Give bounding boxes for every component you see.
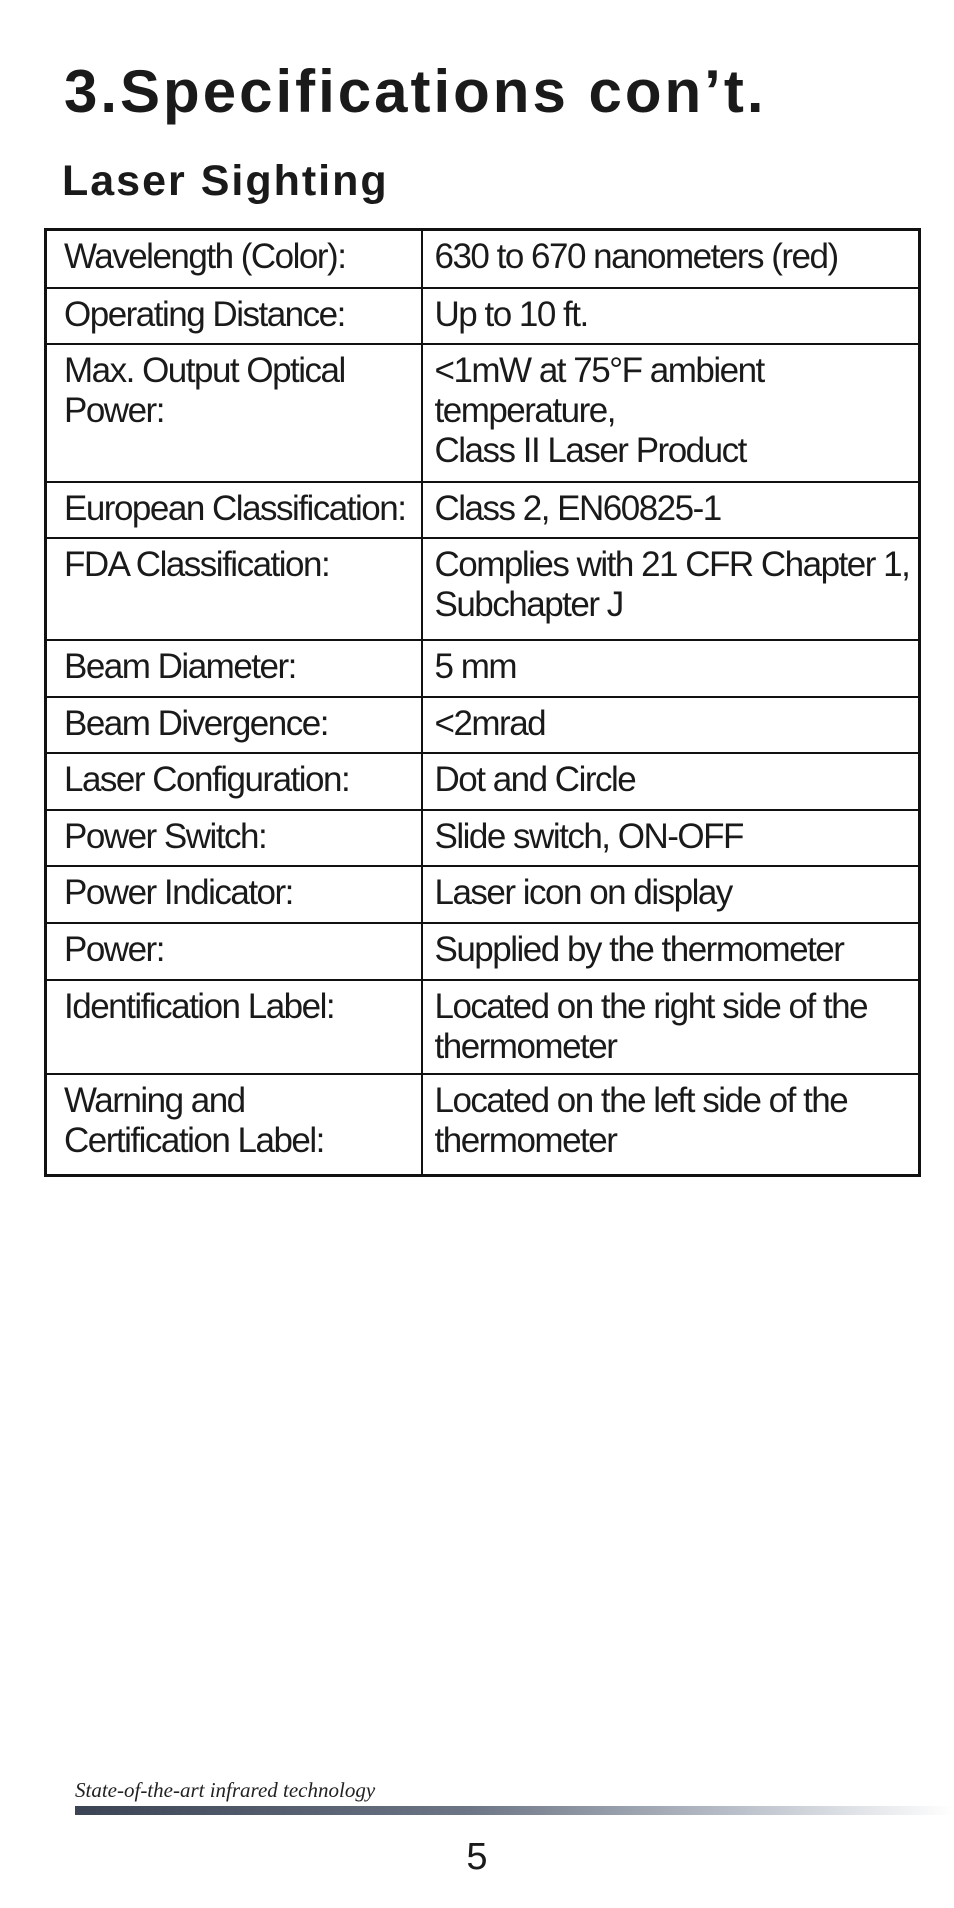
page-number: 5	[466, 1836, 488, 1878]
table-row	[46, 538, 920, 640]
spec-label: Beam Diameter:	[46, 640, 422, 697]
spec-label: Laser Configuration:	[46, 753, 422, 810]
spec-value: Laser icon on display	[422, 866, 920, 923]
page-title: 3.Specifications con’t.	[64, 58, 767, 125]
spec-value: Up to 10 ft.	[422, 288, 920, 344]
table-row	[46, 288, 920, 344]
spec-label: Identification Label:	[46, 980, 422, 1074]
spec-value: Slide switch, ON-OFF	[422, 810, 920, 866]
spec-label: Power Indicator:	[46, 866, 422, 923]
spec-value-line: <1mW at 75°F ambient temperature,	[434, 350, 764, 430]
spec-value	[422, 538, 920, 640]
section-title: Laser Sighting	[62, 157, 389, 205]
spec-label: Operating Distance:	[46, 288, 422, 344]
table-row	[46, 230, 920, 288]
table-row	[46, 753, 920, 810]
spec-value: <2mrad	[422, 697, 920, 753]
spec-value: Class 2, EN60825-1	[422, 482, 920, 538]
spec-label: Wavelength (Color):	[46, 230, 422, 288]
spec-value: 5 mm	[422, 640, 920, 697]
spec-value: Dot and Circle	[422, 753, 920, 810]
specifications-table	[44, 228, 921, 1177]
spec-label: European Classification:	[46, 482, 422, 538]
spec-value-line: Class II Laser Product	[434, 430, 746, 470]
table-row	[46, 697, 920, 753]
spec-label: Power Switch:	[46, 810, 422, 866]
table-row	[46, 866, 920, 923]
footer-divider	[75, 1806, 954, 1815]
spec-value: Supplied by the thermometer	[422, 923, 920, 980]
spec-value: Located on the left side of the thermometer	[422, 1074, 920, 1176]
spec-value-line: Subchapter J	[434, 584, 623, 624]
table-row	[46, 482, 920, 538]
table-row	[46, 640, 920, 697]
table-row	[46, 810, 920, 866]
table-row	[46, 1074, 920, 1176]
table-row	[46, 980, 920, 1074]
spec-label: Warning and Certification Label:	[46, 1074, 422, 1176]
spec-value-line: Complies with 21 CFR Chapter 1,	[434, 544, 910, 584]
spec-value: Located on the right side of the thermometer	[422, 980, 920, 1074]
spec-value: 630 to 670 nanometers (red)	[422, 230, 920, 288]
spec-value	[422, 344, 920, 482]
spec-label: Max. Output Optical Power:	[46, 344, 422, 482]
spec-label: Beam Divergence:	[46, 697, 422, 753]
spec-label: FDA Classification:	[46, 538, 422, 640]
table-row	[46, 344, 920, 482]
footer-tagline: State-of-the-art infrared technology	[75, 1778, 376, 1802]
spec-label: Power:	[46, 923, 422, 980]
table-row	[46, 923, 920, 980]
